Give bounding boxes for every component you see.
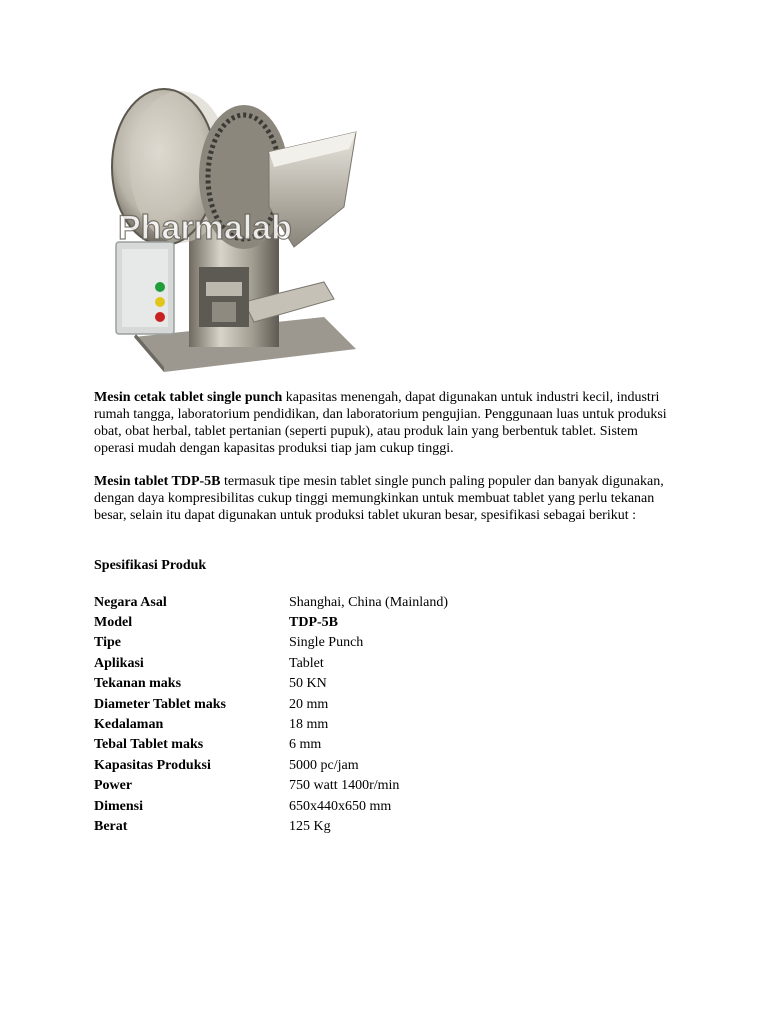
spec-value: Shanghai, China (Mainland) xyxy=(289,594,449,610)
model-lead: Mesin tablet TDP-5B xyxy=(94,474,221,489)
intro-paragraph xyxy=(94,389,674,457)
green-indicator-icon xyxy=(155,282,165,292)
model-paragraph xyxy=(94,473,674,524)
table-row xyxy=(94,592,549,612)
table-row xyxy=(94,735,549,755)
spec-heading: Spesifikasi Produk xyxy=(94,558,207,573)
spec-label: Tekanan maks xyxy=(94,676,182,692)
spec-label: Berat xyxy=(94,818,128,834)
tablet-press-machine-image xyxy=(94,87,362,372)
spec-label: Kedalaman xyxy=(94,717,164,733)
spec-label: Dimensi xyxy=(94,798,143,814)
spec-label: Diameter Tablet maks xyxy=(94,696,226,712)
spec-value: 6 mm xyxy=(289,737,322,753)
spec-label: Power xyxy=(94,778,133,794)
spec-value: 125 Kg xyxy=(289,818,331,834)
spec-value: Single Punch xyxy=(289,635,364,651)
red-indicator-icon xyxy=(155,312,165,322)
spec-value: 20 mm xyxy=(289,696,329,712)
spec-value: 50 KN xyxy=(289,676,327,692)
yellow-indicator-icon xyxy=(155,297,165,307)
spec-label: Model xyxy=(94,615,133,631)
table-row xyxy=(94,755,549,775)
table-row xyxy=(94,776,549,796)
spec-label: Negara Asal xyxy=(94,594,167,610)
table-row xyxy=(94,653,549,673)
intro-body: kapasitas menengah, dapat digunakan untuk industri kecil, industri rumah tangga, laboratorium pendidikan, dan laboratorium pengujian. Penggunaan luas untuk produksi obat, obat herbal, tablet pertanian (seperti pupuk), atau produk lain yang berbentuk tablet. Sistem operasi mudah dengan kapasitas produksi tiap jam cukup tinggi. xyxy=(94,390,667,456)
model-body: termasuk tipe mesin tablet single punch paling populer dan banyak digunakan, dengan daya kompresibilitas cukup tinggi memungkinkan untuk membuat tablet yang perlu tekanan besar, selain itu dapat digunakan untuk produksi tablet ukuran besar, spesifikasi sebagai berikut : xyxy=(94,474,664,523)
spec-value: 18 mm xyxy=(289,717,329,733)
table-row xyxy=(94,674,549,694)
watermark-text: Pharmalab xyxy=(118,209,292,247)
intro-lead: Mesin cetak tablet single punch xyxy=(94,390,283,405)
spec-label: Tebal Tablet maks xyxy=(94,737,204,753)
spec-value: 5000 pc/jam xyxy=(289,757,359,773)
table-row xyxy=(94,714,549,734)
spec-table xyxy=(94,592,549,837)
spec-label: Tipe xyxy=(94,635,121,651)
product-photo xyxy=(94,87,362,372)
table-row xyxy=(94,633,549,653)
spec-value: 750 watt 1400r/min xyxy=(289,778,400,794)
table-row xyxy=(94,796,549,816)
spec-value: 650x440x650 mm xyxy=(289,798,392,814)
table-row xyxy=(94,816,549,836)
table-row xyxy=(94,694,549,714)
spec-label: Kapasitas Produksi xyxy=(94,757,211,773)
spec-value: TDP-5B xyxy=(289,615,338,631)
table-row xyxy=(94,612,549,632)
spec-label: Aplikasi xyxy=(94,655,144,671)
spec-value: Tablet xyxy=(289,655,324,671)
